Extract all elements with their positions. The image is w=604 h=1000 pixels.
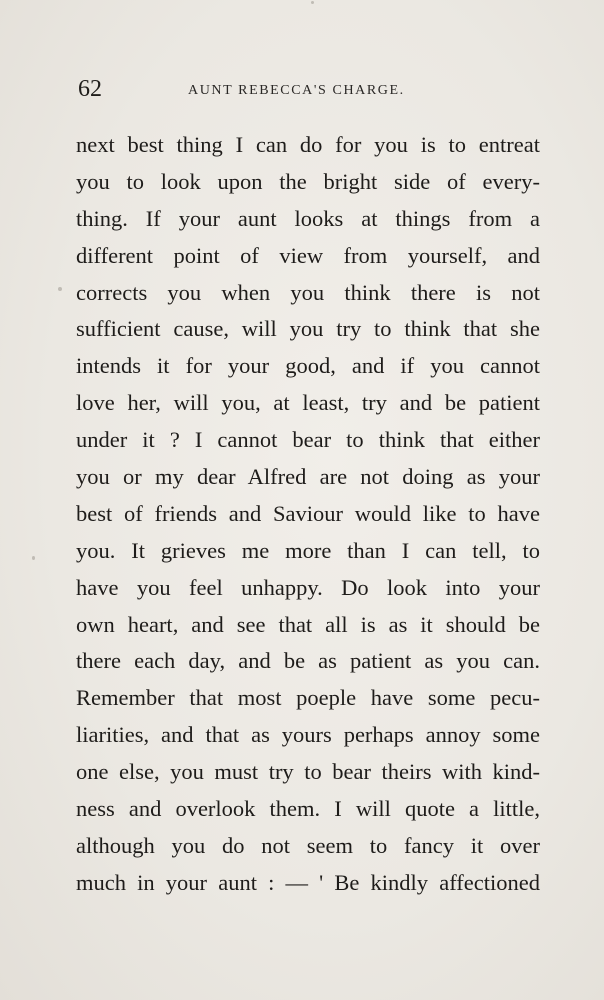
page-number: 62: [78, 76, 102, 102]
page-header: [0, 74, 604, 106]
text-line: have you feel unhappy. Do look into your: [76, 574, 540, 600]
text-line: you to look upon the bright side of every-: [76, 168, 540, 194]
text-line: ness and overlook them. I will quote a little,: [76, 796, 540, 822]
text-line: liarities, and that as yours perhaps annoy some: [76, 722, 540, 748]
text-line: corrects you when you think there is not: [76, 279, 540, 305]
text-line: intends it for your good, and if you cannot: [76, 353, 540, 379]
text-line: different point of view from yourself, and: [76, 242, 540, 268]
text-line: Remember that most poeple have some pecu-: [76, 685, 540, 711]
paper-speck: [32, 556, 35, 560]
text-line: you. It grieves me more than I can tell, to: [76, 537, 540, 563]
text-line: sufficient cause, will you try to think that she: [76, 316, 540, 342]
text-line: own heart, and see that all is as it should be: [76, 611, 540, 637]
text-line: best of friends and Saviour would like to have: [76, 500, 540, 526]
text-line: thing. If your aunt looks at things from a: [76, 205, 540, 231]
body-text: [76, 128, 540, 903]
paper-speck: [58, 287, 62, 291]
text-line: although you do not seem to fancy it over: [76, 832, 540, 858]
text-line: you or my dear Alfred are not doing as your: [76, 464, 540, 490]
text-line: one else, you must try to bear theirs with kind-: [76, 759, 540, 785]
text-line: next best thing I can do for you is to entreat: [76, 132, 540, 157]
paper-speck: [311, 1, 314, 4]
text-line: under it ? I cannot bear to think that either: [76, 427, 540, 453]
text-line: much in your aunt : — ' Be kindly affectioned: [76, 869, 540, 895]
text-line: love her, will you, at least, try and be patient: [76, 390, 540, 416]
text-line: there each day, and be as patient as you can.: [76, 648, 540, 674]
running-title: AUNT REBECCA'S CHARGE.: [188, 83, 405, 98]
